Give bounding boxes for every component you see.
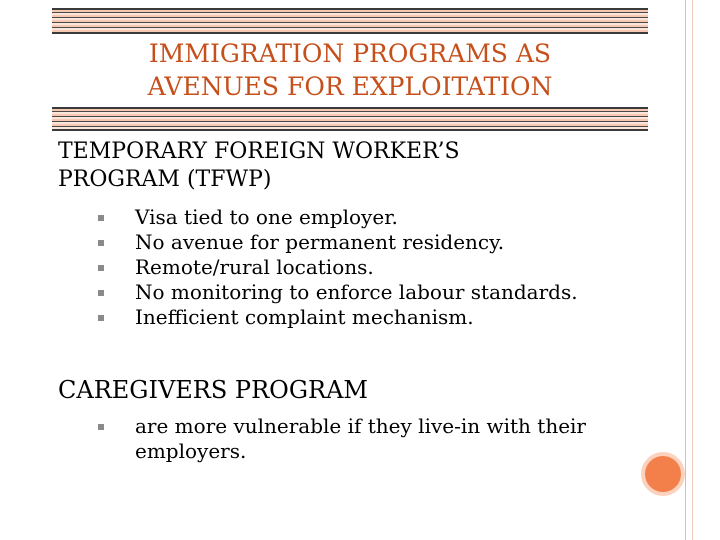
decorative-right-border [685,0,720,540]
bullet-text: No monitoring to enforce labour standards. [135,280,578,304]
decorative-circle [641,452,685,496]
bullet-text: are more vulnerable if they live-in with their employers. [135,414,586,463]
caregivers-bullet-list [94,414,635,464]
bullet-text: No avenue for permanent residency. [135,230,505,254]
bullet-text: Inefficient complaint mechanism. [135,305,474,329]
square-bullet-icon [98,240,104,246]
title-area [52,34,648,106]
list-item [94,230,578,255]
square-bullet-icon [98,265,104,271]
slide-title: IMMIGRATION PROGRAMS AS AVENUES FOR EXPLOITATION [147,39,553,101]
list-item [94,305,578,330]
square-bullet-icon [98,215,104,221]
section-heading-caregivers: CAREGIVERS PROGRAM [58,376,368,404]
section-heading-tfwp: TEMPORARY FOREIGN WORKER’S PROGRAM (TFWP) [58,139,460,192]
bullet-text: Remote/rural locations. [135,255,374,279]
square-bullet-icon [98,315,104,321]
list-item [94,255,578,280]
list-item [94,205,578,230]
list-item [94,280,578,305]
title-band-top [52,8,648,34]
title-band-bottom [52,107,648,131]
list-item [94,414,635,464]
bullet-text: Visa tied to one employer. [135,205,398,229]
square-bullet-icon [98,290,104,296]
square-bullet-icon [98,424,104,430]
tfwp-bullet-list [94,205,578,330]
